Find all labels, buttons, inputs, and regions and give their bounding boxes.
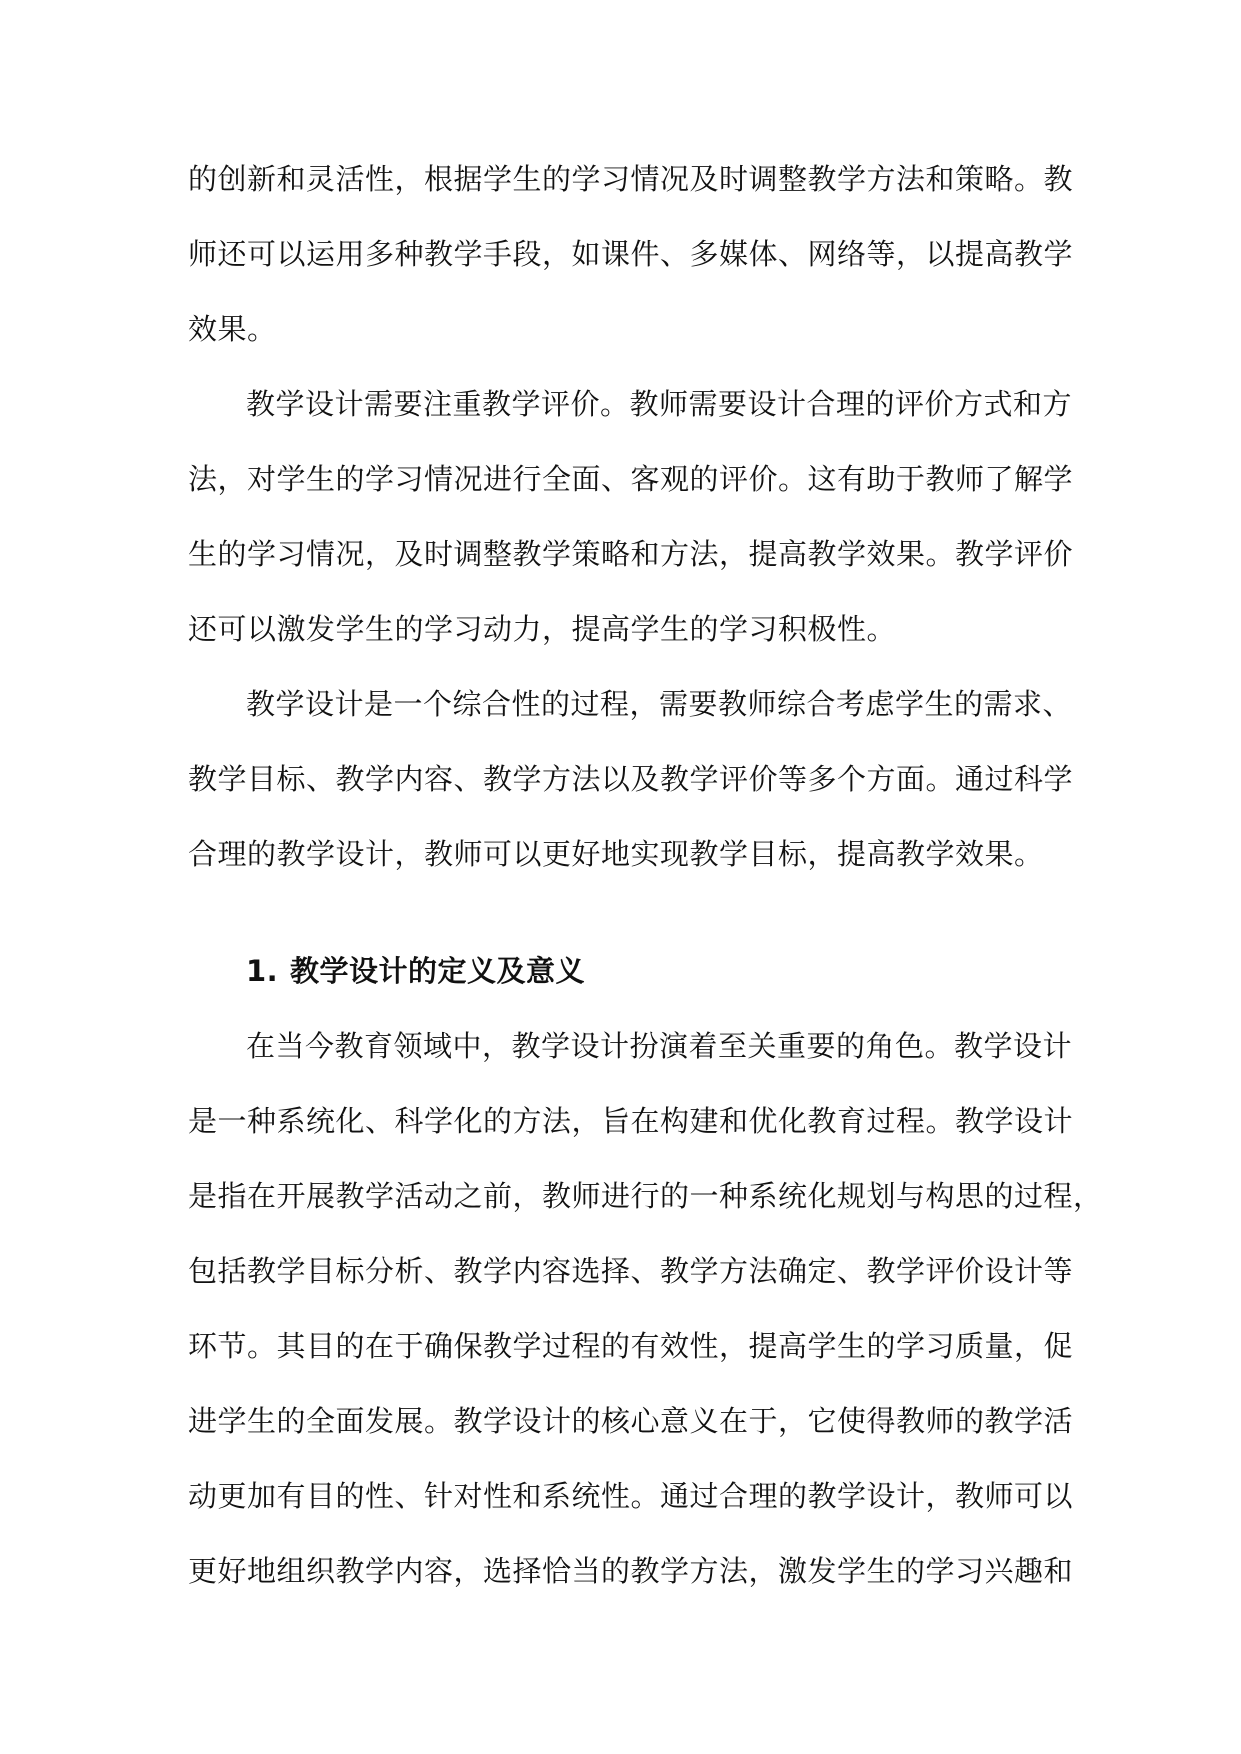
text-line: 是指在开展教学活动之前，教师进行的一种系统化规划与构思的过程， [188, 1179, 1103, 1213]
text-line: 师还可以运用多种教学手段，如课件、多媒体、网络等，以提高教学 [188, 237, 1074, 271]
section-title: 教学设计的定义及意义 [290, 954, 586, 988]
text-line: 是一种系统化、科学化的方法，旨在构建和优化教育过程。教学设计 [188, 1104, 1074, 1138]
text-line: 的创新和灵活性，根据学生的学习情况及时调整教学方法和策略。教 [188, 162, 1074, 196]
text-line: 效果。 [188, 312, 277, 346]
text-line: 合理的教学设计，教师可以更好地实现教学目标，提高教学效果。 [188, 837, 1044, 871]
text-line: 教学目标、教学内容、教学方法以及教学评价等多个方面。通过科学 [188, 762, 1074, 796]
section-number: 1. [246, 954, 279, 988]
text-line: 法，对学生的学习情况进行全面、客观的评价。这有助于教师了解学 [188, 462, 1074, 496]
text-line: 环节。其目的在于确保教学过程的有效性，提高学生的学习质量，促 [188, 1329, 1074, 1363]
text-line: 动更加有目的性、针对性和系统性。通过合理的教学设计，教师可以 [188, 1479, 1074, 1513]
text-line: 教学设计是一个综合性的过程，需要教师综合考虑学生的需求、 [246, 687, 1073, 721]
text-line: 生的学习情况，及时调整教学策略和方法，提高教学效果。教学评价 [188, 537, 1074, 571]
section-heading [188, 934, 1054, 1009]
text-line: 教学设计需要注重教学评价。教师需要设计合理的评价方式和方 [246, 387, 1073, 421]
paragraph-continuation [188, 142, 1074, 367]
section-spacer [188, 892, 1054, 934]
text-line: 在当今教育领域中，教学设计扮演着至关重要的角色。教学设计 [246, 1029, 1073, 1063]
paragraph-summary [188, 667, 1074, 892]
text-line: 更好地组织教学内容，选择恰当的教学方法，激发学生的学习兴趣和 [188, 1554, 1074, 1588]
text-line: 包括教学目标分析、教学内容选择、教学方法确定、教学评价设计等 [188, 1254, 1074, 1288]
text-line: 进学生的全面发展。教学设计的核心意义在于，它使得教师的教学活 [188, 1404, 1074, 1438]
document-body [188, 142, 1103, 1609]
paragraph-evaluation [188, 367, 1074, 667]
text-line: 还可以激发学生的学习动力，提高学生的学习积极性。 [188, 612, 897, 646]
paragraph-definition [188, 1009, 1103, 1609]
